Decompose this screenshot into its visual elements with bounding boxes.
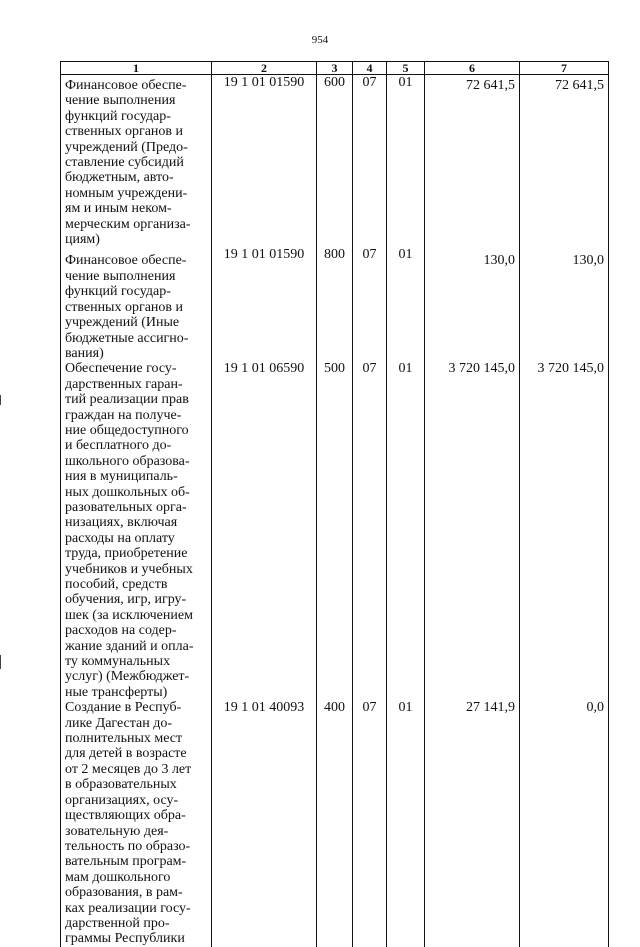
row-description: Финансовое обеспе- чение выполнения функций государ- ственных органов и учреждений (Предо- ставление субсидий бюджетным, авто- номным учреждени- ям и иным неком- мерческим организа- циям)	[61, 75, 212, 248]
row-col3: 500	[317, 361, 353, 700]
table-row	[61, 361, 609, 700]
col-header-4: 4	[353, 62, 387, 75]
row-code: 19 1 01 01590	[212, 75, 317, 248]
row-description: Создание в Респуб- лике Дагестан до- полнительных мест для детей в возрасте от 2 месяцев до 3 лет в образовательных организациях, осу- ществляющих обра- зовательную дея- тельность по образо- вательным програм- мам дошкольного образования, в рам- ках реализации госу- дарственной про- граммы Республики	[61, 700, 212, 947]
col-header-1: 1	[61, 62, 212, 75]
row-col4: 07	[353, 75, 387, 248]
budget-table	[60, 61, 609, 947]
scan-edge-mark	[0, 655, 1, 669]
col-header-5: 5	[387, 62, 425, 75]
row-amount-1: 72 641,5	[425, 75, 520, 248]
col-header-3: 3	[317, 62, 353, 75]
row-amount-1: 3 720 145,0	[425, 361, 520, 700]
page-number: 954	[311, 34, 329, 46]
row-col5: 01	[387, 700, 425, 947]
col-header-6: 6	[425, 62, 520, 75]
row-amount-1: 130,0	[425, 247, 520, 361]
row-code: 19 1 01 40093	[212, 700, 317, 947]
row-col5: 01	[387, 247, 425, 361]
row-description: Финансовое обеспе- чение выполнения функций государ- ственных органов и учреждений (Иные бюджетные ассигно- вания)	[61, 247, 212, 361]
row-col5: 01	[387, 75, 425, 248]
row-col3: 800	[317, 247, 353, 361]
row-amount-1: 27 141,9	[425, 700, 520, 947]
row-col5: 01	[387, 361, 425, 700]
row-col4: 07	[353, 247, 387, 361]
row-amount-2: 0,0	[520, 700, 609, 947]
col-header-2: 2	[212, 62, 317, 75]
scan-edge-mark	[0, 395, 1, 405]
col-header-7: 7	[520, 62, 609, 75]
row-col4: 07	[353, 700, 387, 947]
table-row	[61, 247, 609, 361]
row-code: 19 1 01 06590	[212, 361, 317, 700]
row-description: Обеспечение госу- дарственных гаран- тий реализации прав граждан на получе- ние общедоступного и бесплатного до- школьного образова- ния в муниципаль- ных дошкольных об- разовательных орга- низациях, включая расходы на оплату труда, приобретение учебников и учебных пособий, средств обучения, игр, игру- шек (за исключением расходов на содер- жание зданий и опла- ту коммунальных услуг) (Межбюджет- ные трансферты)	[61, 361, 212, 700]
row-amount-2: 130,0	[520, 247, 609, 361]
table-row	[61, 700, 609, 947]
row-col3: 400	[317, 700, 353, 947]
row-col3: 600	[317, 75, 353, 248]
row-code: 19 1 01 01590	[212, 247, 317, 361]
header-row	[61, 62, 609, 75]
table-row	[61, 75, 609, 248]
row-amount-2: 3 720 145,0	[520, 361, 609, 700]
row-amount-2: 72 641,5	[520, 75, 609, 248]
row-col4: 07	[353, 361, 387, 700]
